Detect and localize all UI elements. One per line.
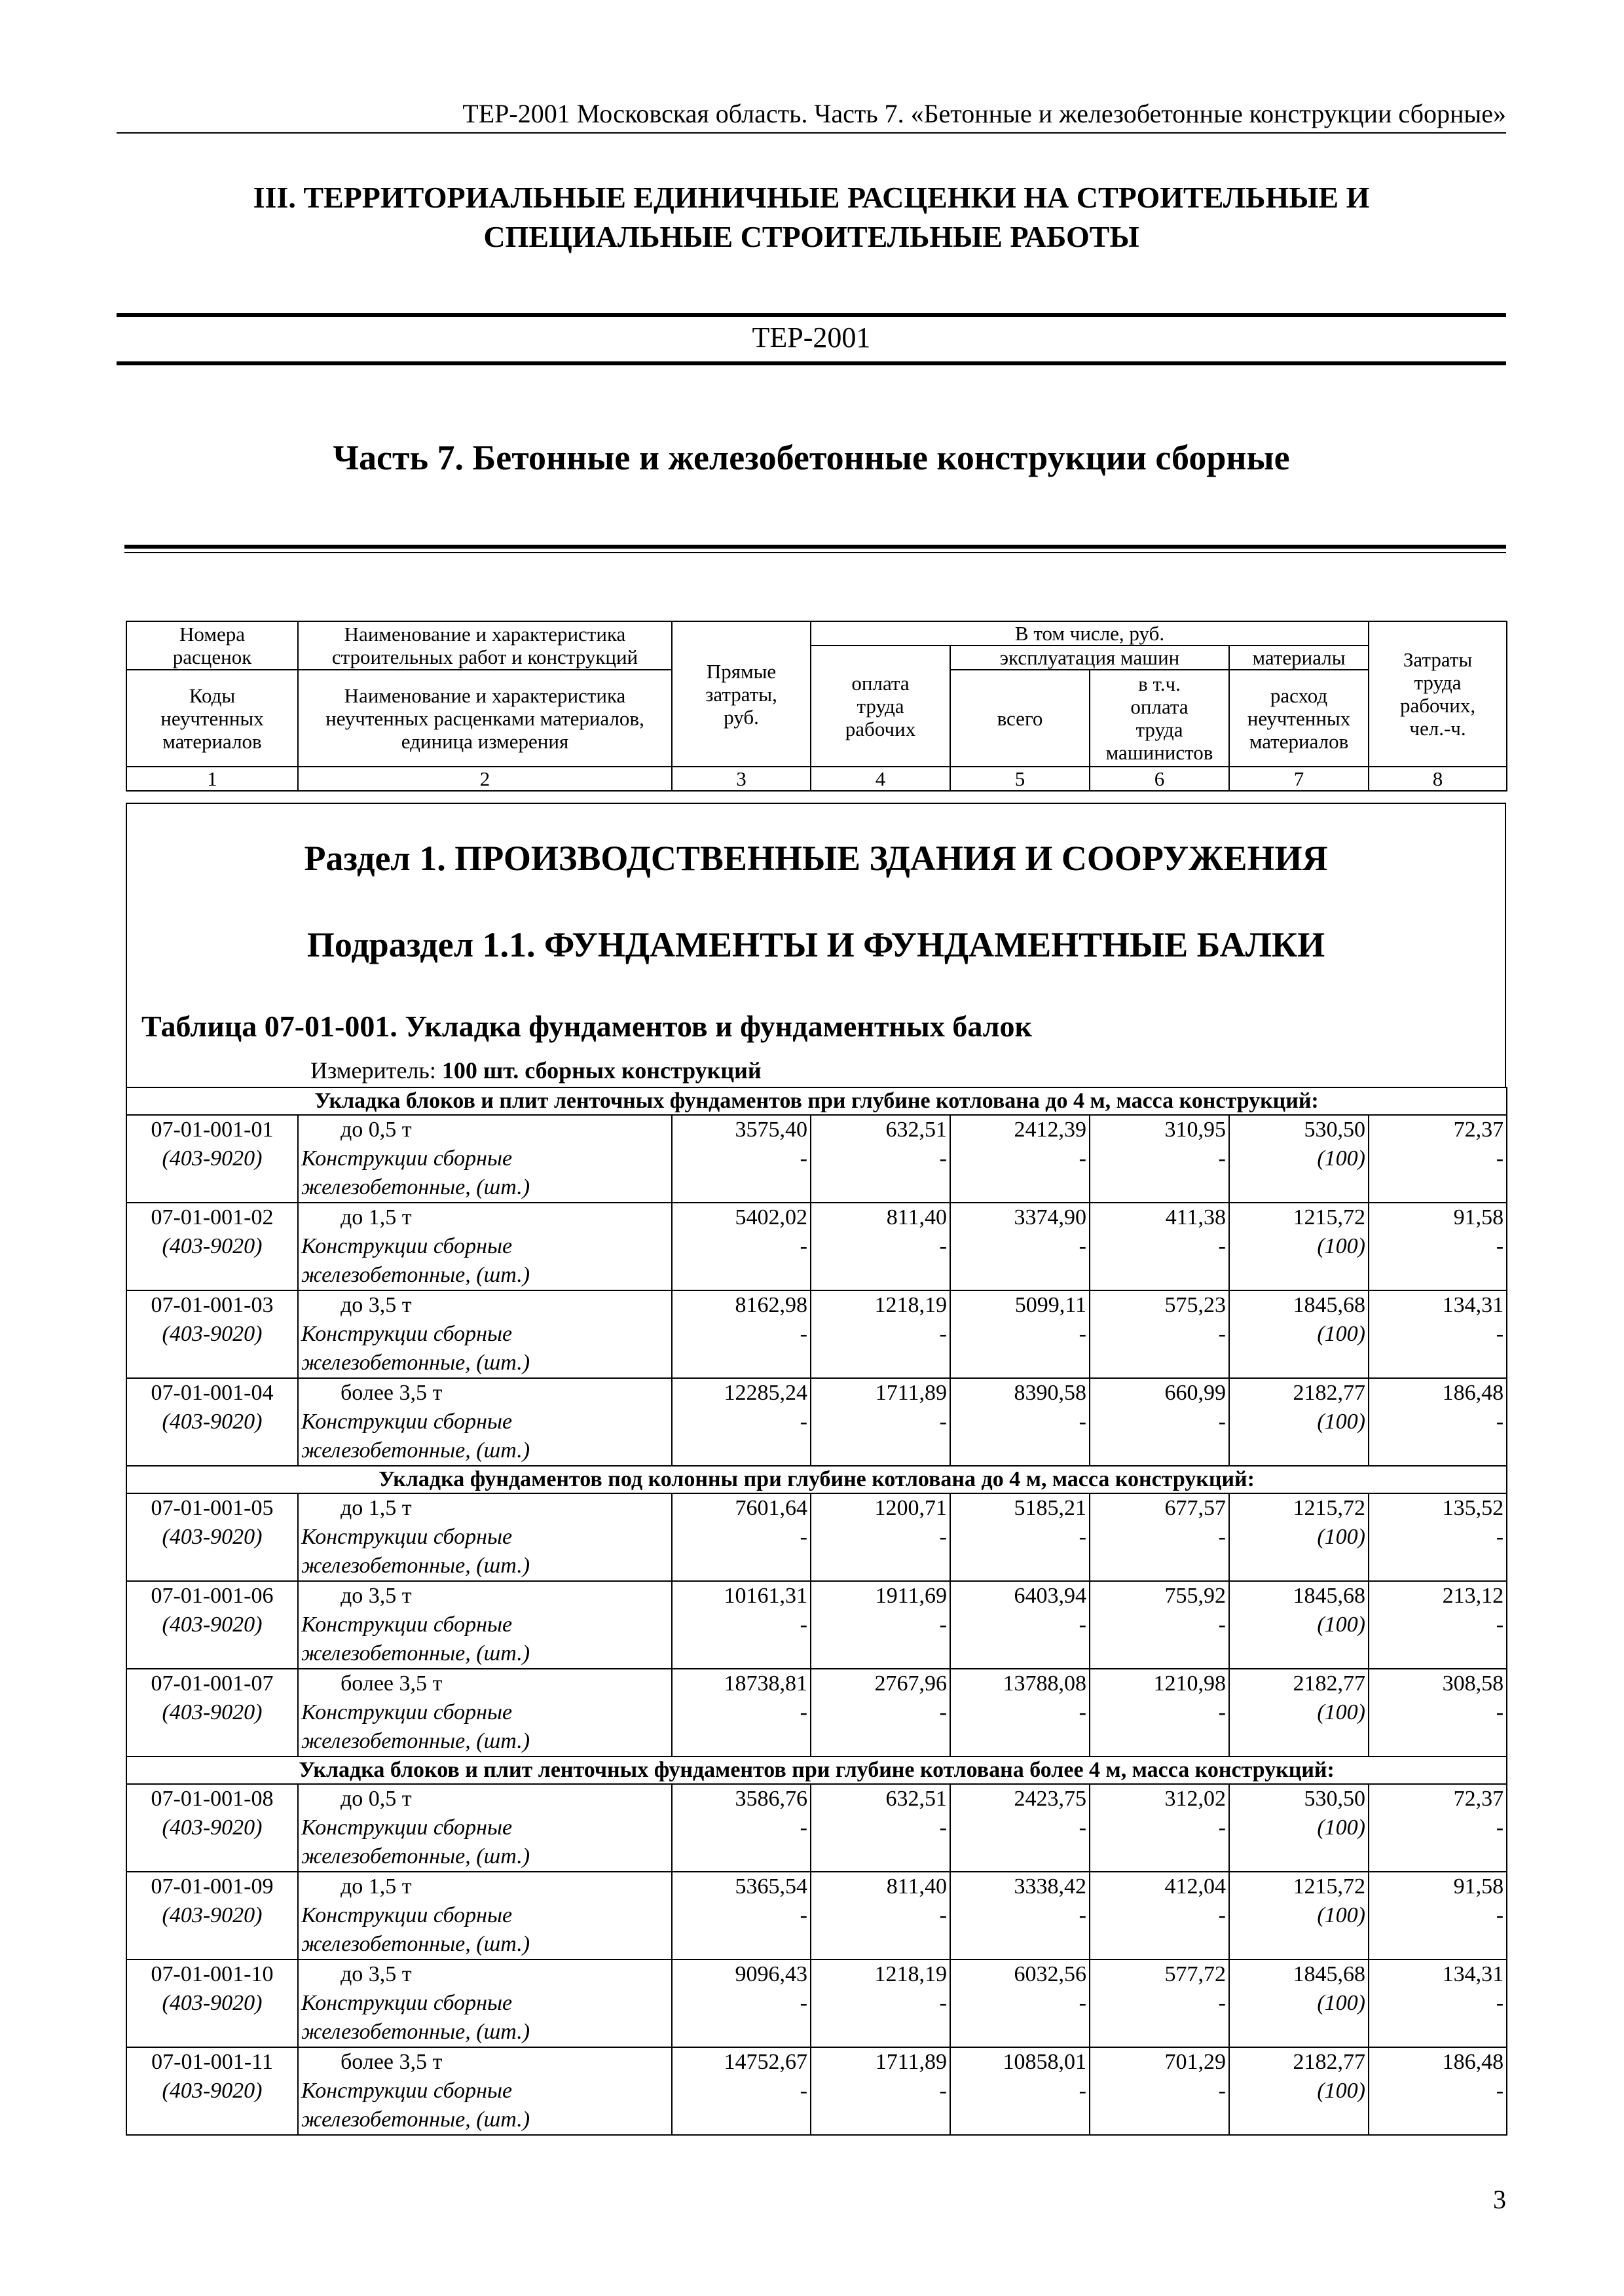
part-rule-thin xyxy=(124,552,1506,553)
column-number: 7 xyxy=(1229,767,1369,791)
work-name-cell: до 1,5 т Конструкции сборные железобетонные, (шт.) xyxy=(298,1203,672,1290)
rate-code-cell: 07-01-001-07 (403-9020) xyxy=(126,1669,298,1757)
column-number: 1 xyxy=(126,767,298,791)
labor-hours-cell: 308,58 - xyxy=(1369,1669,1507,1757)
header-labor-hours: Затраты труда рабочих, чел.-ч. xyxy=(1369,621,1507,767)
materials-cell: 530,50 (100) xyxy=(1229,1115,1369,1203)
collection-rule-top xyxy=(117,313,1506,317)
labor-pay-cell: 1911,69 - xyxy=(811,1581,950,1669)
materials-cell: 2182,77 (100) xyxy=(1229,1669,1369,1757)
header-unaccounted-materials: расход неучтенных материалов xyxy=(1229,670,1369,767)
part-title: Часть 7. Бетонные и железобетонные конструкции сборные xyxy=(333,438,1290,477)
rate-code-cell: 07-01-001-01 (403-9020) xyxy=(126,1115,298,1203)
direct-costs-cell: 9096,43 - xyxy=(672,1959,811,2047)
rate-code-cell: 07-01-001-04 (403-9020) xyxy=(126,1378,298,1466)
direct-costs-cell: 10161,31 - xyxy=(672,1581,811,1669)
work-name-cell: до 3,5 т Конструкции сборные железобетонные, (шт.) xyxy=(298,1959,672,2047)
header-machines-total: всего xyxy=(950,670,1090,767)
table-row xyxy=(126,1872,1507,1959)
header-in-total: В том числе, руб. xyxy=(811,621,1369,646)
rate-code-cell: 07-01-001-09 (403-9020) xyxy=(126,1872,298,1959)
header-labor-pay: оплата труда рабочих xyxy=(811,646,950,767)
machinist-pay-cell: 577,72 - xyxy=(1090,1959,1229,2047)
column-number: 2 xyxy=(298,767,672,791)
table-row xyxy=(126,1959,1507,2047)
rates-table xyxy=(126,1087,1507,2136)
table-row xyxy=(126,1203,1507,1290)
rate-code-cell: 07-01-001-03 (403-9020) xyxy=(126,1290,298,1378)
work-name-cell: более 3,5 т Конструкции сборные железобетонные, (шт.) xyxy=(298,1378,672,1466)
work-name-cell: до 0,5 т Конструкции сборные железобетонные, (шт.) xyxy=(298,1115,672,1203)
direct-costs-cell: 7601,64 - xyxy=(672,1493,811,1581)
chapter-title-line: III. ТЕРРИТОРИАЛЬНЫЕ ЕДИНИЧНЫЕ РАСЦЕНКИ НА СТРОИТЕЛЬНЫЕ И xyxy=(253,181,1370,214)
materials-cell: 1845,68 (100) xyxy=(1229,1581,1369,1669)
machines-total-cell: 3338,42 - xyxy=(950,1872,1090,1959)
chapter-title xyxy=(117,178,1506,257)
group-row xyxy=(126,1087,1507,1115)
subsection-title: Подраздел 1.1. ФУНДАМЕНТЫ И ФУНДАМЕНТНЫЕ БАЛКИ xyxy=(306,925,1325,964)
table-row xyxy=(126,1378,1507,1466)
labor-pay-cell: 1200,71 - xyxy=(811,1493,950,1581)
header-machinist-pay: в т.ч. оплата труда машинистов xyxy=(1090,670,1229,767)
header-direct-costs: Прямые затраты, руб. xyxy=(672,621,811,767)
machinist-pay-cell: 412,04 - xyxy=(1090,1872,1229,1959)
direct-costs-cell: 3575,40 - xyxy=(672,1115,811,1203)
machines-total-cell: 2423,75 - xyxy=(950,1784,1090,1872)
machines-total-cell: 8390,58 - xyxy=(950,1378,1090,1466)
labor-pay-cell: 811,40 - xyxy=(811,1203,950,1290)
machinist-pay-cell: 411,38 - xyxy=(1090,1203,1229,1290)
group-title: Укладка блоков и плит ленточных фундаментов при глубине котлована до 4 м, масса конструкций: xyxy=(126,1087,1507,1115)
collection-name: ТЕР-2001 xyxy=(752,321,871,354)
labor-pay-cell: 632,51 - xyxy=(811,1115,950,1203)
direct-costs-cell: 5402,02 - xyxy=(672,1203,811,1290)
header-work-name: Наименование и характеристика строительных работ и конструкций xyxy=(298,621,672,670)
labor-pay-cell: 1711,89 - xyxy=(811,2047,950,2135)
labor-hours-cell: 134,31 - xyxy=(1369,1290,1507,1378)
materials-cell: 1215,72 (100) xyxy=(1229,1203,1369,1290)
table-row xyxy=(126,1669,1507,1757)
rate-code-cell: 07-01-001-05 (403-9020) xyxy=(126,1493,298,1581)
rate-code-cell: 07-01-001-08 (403-9020) xyxy=(126,1784,298,1872)
table-row xyxy=(126,1115,1507,1203)
work-name-cell: до 3,5 т Конструкции сборные железобетонные, (шт.) xyxy=(298,1290,672,1378)
machines-total-cell: 5185,21 - xyxy=(950,1493,1090,1581)
machinist-pay-cell: 1210,98 - xyxy=(1090,1669,1229,1757)
table-row xyxy=(126,2047,1507,2135)
labor-hours-cell: 135,52 - xyxy=(1369,1493,1507,1581)
work-name-cell: до 1,5 т Конструкции сборные железобетонные, (шт.) xyxy=(298,1493,672,1581)
header-rate-number: Номера расценок xyxy=(126,621,298,670)
table-title: Таблица 07-01-001. Укладка фундаментов и фундаментных балок xyxy=(141,1010,1033,1043)
table-header xyxy=(126,621,1507,792)
direct-costs-cell: 3586,76 - xyxy=(672,1784,811,1872)
machinist-pay-cell: 701,29 - xyxy=(1090,2047,1229,2135)
machinist-pay-cell: 755,92 - xyxy=(1090,1581,1229,1669)
section-title: Раздел 1. ПРОИЗВОДСТВЕННЫЕ ЗДАНИЯ И СООРУЖЕНИЯ xyxy=(304,839,1328,878)
labor-hours-cell: 134,31 - xyxy=(1369,1959,1507,2047)
machines-total-cell: 6032,56 - xyxy=(950,1959,1090,2047)
rate-code-cell: 07-01-001-11 (403-9020) xyxy=(126,2047,298,2135)
column-number: 6 xyxy=(1090,767,1229,791)
measure-value: 100 шт. сборных конструкций xyxy=(441,1057,762,1084)
labor-hours-cell: 213,12 - xyxy=(1369,1581,1507,1669)
materials-cell: 2182,77 (100) xyxy=(1229,1378,1369,1466)
labor-hours-cell: 72,37 - xyxy=(1369,1784,1507,1872)
rate-code-cell: 07-01-001-10 (403-9020) xyxy=(126,1959,298,2047)
labor-pay-cell: 1711,89 - xyxy=(811,1378,950,1466)
header-material-codes: Коды неучтенных материалов xyxy=(126,670,298,767)
machines-total-cell: 6403,94 - xyxy=(950,1581,1090,1669)
header-material-names: Наименование и характеристика неучтенных расценками материалов, единица измерения xyxy=(298,670,672,767)
labor-pay-cell: 1218,19 - xyxy=(811,1290,950,1378)
direct-costs-cell: 14752,67 - xyxy=(672,2047,811,2135)
table-row xyxy=(126,1784,1507,1872)
machinist-pay-cell: 677,57 - xyxy=(1090,1493,1229,1581)
work-name-cell: более 3,5 т Конструкции сборные железобетонные, (шт.) xyxy=(298,1669,672,1757)
labor-hours-cell: 186,48 - xyxy=(1369,2047,1507,2135)
work-name-cell: более 3,5 т Конструкции сборные железобетонные, (шт.) xyxy=(298,2047,672,2135)
part-rule xyxy=(124,545,1506,549)
rate-code-cell: 07-01-001-06 (403-9020) xyxy=(126,1581,298,1669)
work-name-cell: до 3,5 т Конструкции сборные железобетонные, (шт.) xyxy=(298,1581,672,1669)
table-row xyxy=(126,1493,1507,1581)
labor-pay-cell: 632,51 - xyxy=(811,1784,950,1872)
labor-pay-cell: 1218,19 - xyxy=(811,1959,950,2047)
materials-cell: 2182,77 (100) xyxy=(1229,2047,1369,2135)
header-machine-ops: эксплуатация машин xyxy=(950,646,1229,670)
header-rule xyxy=(117,132,1506,134)
machinist-pay-cell: 310,95 - xyxy=(1090,1115,1229,1203)
direct-costs-cell: 8162,98 - xyxy=(672,1290,811,1378)
machinist-pay-cell: 312,02 - xyxy=(1090,1784,1229,1872)
labor-pay-cell: 2767,96 - xyxy=(811,1669,950,1757)
direct-costs-cell: 12285,24 - xyxy=(672,1378,811,1466)
materials-cell: 530,50 (100) xyxy=(1229,1784,1369,1872)
chapter-title-line: СПЕЦИАЛЬНЫЕ СТРОИТЕЛЬНЫЕ РАБОТЫ xyxy=(483,220,1139,253)
measure-label: Измеритель: xyxy=(310,1057,436,1084)
labor-hours-cell: 72,37 - xyxy=(1369,1115,1507,1203)
header-materials: материалы xyxy=(1229,646,1369,670)
measure-line xyxy=(310,1055,762,1085)
work-name-cell: до 0,5 т Конструкции сборные железобетонные, (шт.) xyxy=(298,1784,672,1872)
page-number: 3 xyxy=(1493,2185,1506,2214)
machines-total-cell: 13788,08 - xyxy=(950,1669,1090,1757)
materials-cell: 1215,72 (100) xyxy=(1229,1872,1369,1959)
direct-costs-cell: 18738,81 - xyxy=(672,1669,811,1757)
work-name-cell: до 1,5 т Конструкции сборные железобетонные, (шт.) xyxy=(298,1872,672,1959)
machinist-pay-cell: 575,23 - xyxy=(1090,1290,1229,1378)
collection-rule-bottom xyxy=(117,361,1506,365)
materials-cell: 1845,68 (100) xyxy=(1229,1290,1369,1378)
group-row xyxy=(126,1757,1507,1784)
machines-total-cell: 10858,01 - xyxy=(950,2047,1090,2135)
materials-cell: 1845,68 (100) xyxy=(1229,1959,1369,2047)
column-number: 4 xyxy=(811,767,950,791)
table-row xyxy=(126,1581,1507,1669)
materials-cell: 1215,72 (100) xyxy=(1229,1493,1369,1581)
running-header: ТЕР-2001 Московская область. Часть 7. «Бетонные и железобетонные конструкции сборные» xyxy=(462,99,1506,128)
group-row xyxy=(126,1466,1507,1493)
direct-costs-cell: 5365,54 - xyxy=(672,1872,811,1959)
rate-code-cell: 07-01-001-02 (403-9020) xyxy=(126,1203,298,1290)
labor-hours-cell: 186,48 - xyxy=(1369,1378,1507,1466)
column-number: 8 xyxy=(1369,767,1507,791)
column-number: 5 xyxy=(950,767,1090,791)
labor-pay-cell: 811,40 - xyxy=(811,1872,950,1959)
column-number: 3 xyxy=(672,767,811,791)
machines-total-cell: 2412,39 - xyxy=(950,1115,1090,1203)
labor-hours-cell: 91,58 - xyxy=(1369,1872,1507,1959)
group-title: Укладка блоков и плит ленточных фундаментов при глубине котлована более 4 м, масса конструкций: xyxy=(126,1757,1507,1784)
group-title: Укладка фундаментов под колонны при глубине котлована до 4 м, масса конструкций: xyxy=(126,1466,1507,1493)
machines-total-cell: 3374,90 - xyxy=(950,1203,1090,1290)
table-row xyxy=(126,1290,1507,1378)
machines-total-cell: 5099,11 - xyxy=(950,1290,1090,1378)
machinist-pay-cell: 660,99 - xyxy=(1090,1378,1229,1466)
section-block xyxy=(126,803,1506,1088)
labor-hours-cell: 91,58 - xyxy=(1369,1203,1507,1290)
